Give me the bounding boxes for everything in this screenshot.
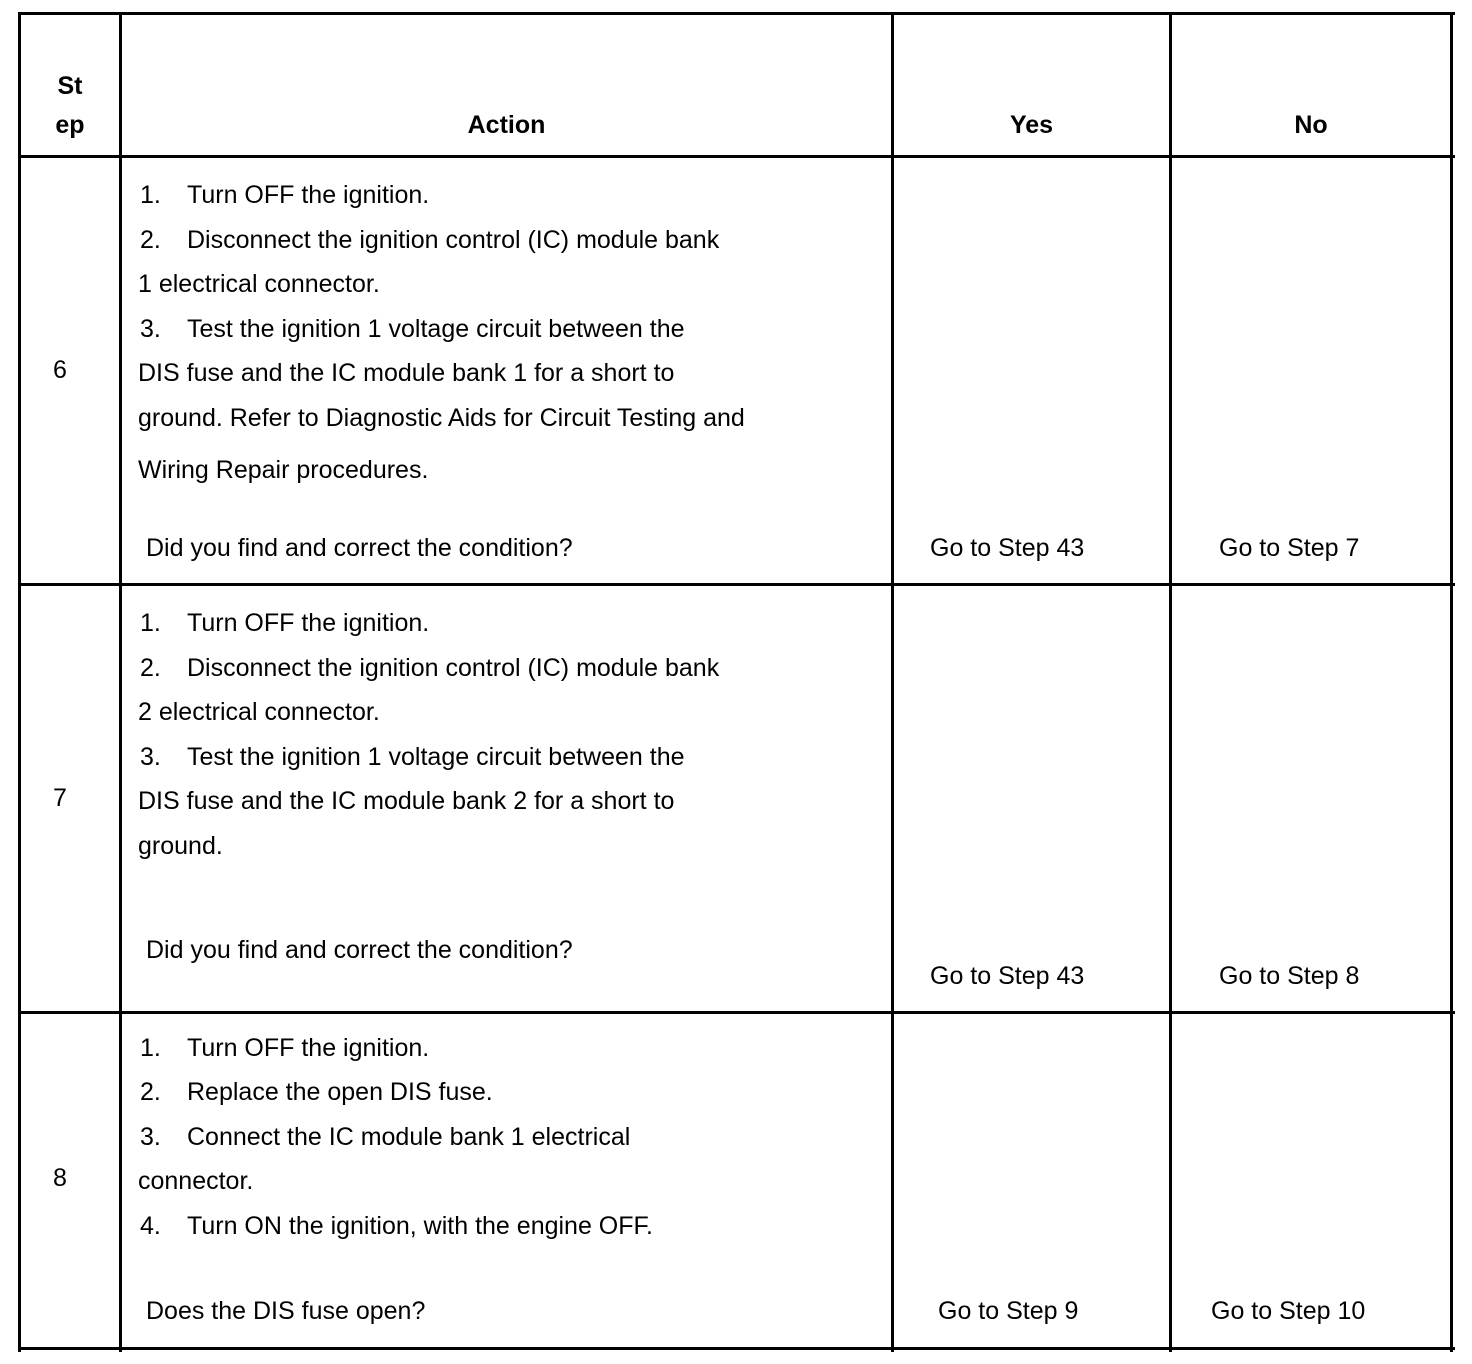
action-line bbox=[140, 1214, 653, 1239]
column-divider bbox=[891, 12, 894, 1352]
action-line-text: 2 electrical connector. bbox=[138, 698, 380, 726]
table-border-top bbox=[18, 12, 1455, 15]
action-line-text: Turn OFF the ignition. bbox=[187, 609, 430, 637]
header-action: Action bbox=[467, 111, 546, 139]
action-line bbox=[138, 834, 223, 859]
table-border-right bbox=[1450, 12, 1453, 1352]
action-line-number: 4. bbox=[140, 1212, 161, 1240]
step-number: 8 bbox=[53, 1164, 67, 1192]
action-line bbox=[140, 1036, 429, 1061]
header-step-line1: St bbox=[57, 72, 83, 100]
action-question: Did you find and correct the condition? bbox=[146, 936, 573, 964]
action-line bbox=[140, 228, 719, 253]
action-line bbox=[138, 458, 428, 483]
step-number: 7 bbox=[53, 784, 67, 812]
table-border-left bbox=[18, 12, 21, 1352]
action-line-text: Replace the open DIS fuse. bbox=[187, 1078, 493, 1106]
step-number: 6 bbox=[53, 356, 67, 384]
action-line-text: 1 electrical connector. bbox=[138, 270, 380, 298]
action-line bbox=[140, 611, 429, 636]
action-line-text: Connect the IC module bank 1 electrical bbox=[187, 1123, 631, 1151]
action-line bbox=[140, 183, 429, 208]
action-line-number: 1. bbox=[140, 609, 161, 637]
action-question: Does the DIS fuse open? bbox=[146, 1297, 426, 1325]
header-yes: Yes bbox=[1009, 111, 1054, 139]
no-result: Go to Step 8 bbox=[1219, 962, 1360, 990]
action-line bbox=[138, 789, 674, 814]
row-divider bbox=[18, 1011, 1455, 1014]
action-line-number: 1. bbox=[140, 181, 161, 209]
action-line-number: 3. bbox=[140, 743, 161, 771]
yes-result: Go to Step 43 bbox=[930, 962, 1085, 990]
action-line bbox=[138, 700, 380, 725]
action-line bbox=[140, 745, 685, 770]
action-line bbox=[140, 656, 719, 681]
header-step-line2: ep bbox=[55, 111, 85, 139]
action-line bbox=[140, 317, 685, 342]
action-line bbox=[138, 272, 380, 297]
yes-result: Go to Step 43 bbox=[930, 534, 1085, 562]
column-divider bbox=[119, 12, 122, 1352]
action-line-text: Test the ignition 1 voltage circuit between the bbox=[187, 315, 685, 343]
action-line bbox=[138, 406, 745, 431]
column-divider bbox=[1169, 12, 1172, 1352]
action-line-number: 3. bbox=[140, 1123, 161, 1151]
action-line-text: ground. Refer to Diagnostic Aids for Circuit Testing and bbox=[138, 404, 745, 432]
action-line-number: 1. bbox=[140, 1034, 161, 1062]
action-line-text: Turn OFF the ignition. bbox=[187, 181, 430, 209]
action-line bbox=[138, 361, 674, 386]
action-line bbox=[140, 1125, 630, 1150]
action-line-text: connector. bbox=[138, 1167, 254, 1195]
action-line-number: 3. bbox=[140, 315, 161, 343]
action-line-text: Test the ignition 1 voltage circuit between the bbox=[187, 743, 685, 771]
action-line-text: Turn OFF the ignition. bbox=[187, 1034, 430, 1062]
no-result: Go to Step 7 bbox=[1219, 534, 1360, 562]
action-line bbox=[140, 1080, 493, 1105]
row-divider bbox=[18, 583, 1455, 586]
action-line-text: Wiring Repair procedures. bbox=[138, 456, 429, 484]
yes-result: Go to Step 9 bbox=[938, 1297, 1079, 1325]
action-line bbox=[138, 1169, 253, 1194]
action-line-text: ground. bbox=[138, 832, 223, 860]
action-line-text: Disconnect the ignition control (IC) module bank bbox=[187, 654, 720, 682]
no-result: Go to Step 10 bbox=[1211, 1297, 1366, 1325]
action-line-number: 2. bbox=[140, 1078, 161, 1106]
action-line-text: DIS fuse and the IC module bank 2 for a short to bbox=[138, 787, 675, 815]
action-line-number: 2. bbox=[140, 226, 161, 254]
header-step bbox=[21, 74, 119, 138]
action-line-text: DIS fuse and the IC module bank 1 for a short to bbox=[138, 359, 675, 387]
action-line-text: Turn ON the ignition, with the engine OFF. bbox=[187, 1212, 653, 1240]
action-line-text: Disconnect the ignition control (IC) module bank bbox=[187, 226, 720, 254]
header-no: No bbox=[1294, 111, 1328, 139]
action-line-number: 2. bbox=[140, 654, 161, 682]
table-border-bottom bbox=[18, 1347, 1455, 1350]
header-row-divider bbox=[18, 155, 1455, 158]
action-question: Did you find and correct the condition? bbox=[146, 534, 573, 562]
